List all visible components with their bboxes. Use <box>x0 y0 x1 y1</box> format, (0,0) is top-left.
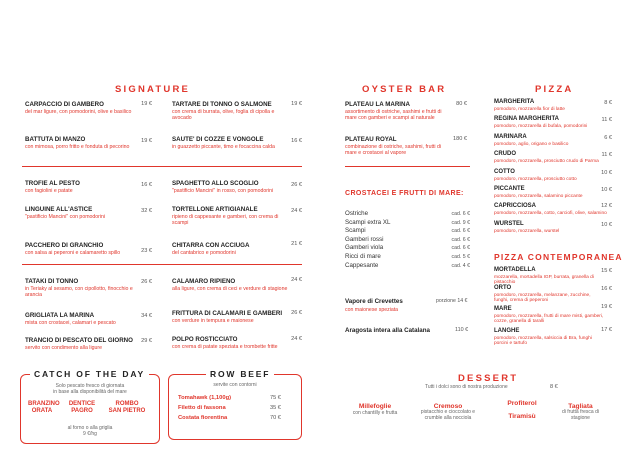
menu-item <box>172 180 292 194</box>
item-price: 10 € <box>601 170 612 176</box>
item-desc: pomodoro, mozzarella, wurstel <box>494 228 560 234</box>
divider <box>22 264 302 265</box>
item-name: LINGUINE ALL'ASTICE <box>25 206 93 213</box>
item-name: COTTO <box>494 169 515 175</box>
item-name: PICCANTE <box>494 186 525 192</box>
crudi-row <box>345 219 470 228</box>
item-name: TORTELLONE ARTIGIANALE <box>172 206 258 213</box>
vapore-desc: con maionese speziata <box>345 307 399 313</box>
dessert-item <box>497 400 547 407</box>
item-price: 16 € <box>601 286 612 292</box>
fish-name: ROMBO <box>115 401 139 407</box>
pizza-item <box>494 328 604 347</box>
item-name: TROFIE AL PESTO <box>25 180 80 187</box>
dessert-desc: con chantilly e frutta <box>352 410 398 416</box>
crudi-name: Ostriche <box>345 210 369 217</box>
beef-item-price: 70 € <box>270 415 281 421</box>
item-name: BATTUTA DI MANZO <box>25 136 86 143</box>
item-price: 26 € <box>141 279 152 285</box>
item-price: 24 € <box>291 336 302 342</box>
item-name: CAPRICCIOSA <box>494 203 537 209</box>
item-price: 6 € <box>604 135 612 141</box>
item-name: MARGHERITA <box>494 99 535 105</box>
item-name: CHITARRA CON ACCIUGA <box>172 242 250 249</box>
pizza-item <box>494 151 604 164</box>
crudi-row <box>345 210 470 219</box>
dessert-item <box>413 403 483 422</box>
item-desc: pomodoro, mozzarella fior di latte <box>494 106 565 112</box>
item-price: 21 € <box>291 241 302 247</box>
item-desc: pomodoro, mozzarella, prosciutto crudo di Parma <box>494 158 599 164</box>
item-price: 11 € <box>601 152 612 158</box>
item-name: FRITTURA DI CALAMARI E GAMBERI <box>172 310 283 317</box>
item-name: TRANCIO DI PESCATO DEL GIORNO <box>25 337 133 344</box>
crudi-row <box>345 236 470 245</box>
item-name: CARPACCIO DI GAMBERO <box>25 101 104 108</box>
fish-name: ORATA <box>31 408 53 414</box>
fish-name: DENTICE <box>68 401 96 407</box>
dessert-subtitle: Tutti i dolci sono di nostra produzione <box>425 384 508 390</box>
signature-title: SIGNATURE <box>115 84 191 95</box>
menu-item <box>25 101 140 115</box>
menu-item <box>25 242 140 256</box>
vapore-price: porzione 14 € <box>436 298 468 304</box>
pizza-item <box>494 134 604 147</box>
item-desc: pomodoro, mozzarella, prosciutto cotto <box>494 176 577 182</box>
pizza-item <box>494 186 604 199</box>
crudi-price: cad. 6 € <box>451 211 470 217</box>
crudi-name: Gamberi rossi <box>345 235 384 243</box>
item-name: SPAGHETTO ALLO SCOGLIO <box>172 180 259 187</box>
menu-item <box>172 310 292 324</box>
item-desc: alla ligure, con crema di ceci e verdure di stagione <box>172 285 288 292</box>
fish-name: SAN PIETRO <box>108 408 146 414</box>
item-name: MARE <box>494 306 512 312</box>
item-name: PLATEAU LA MARINA <box>345 101 410 108</box>
item-desc: con fagiolini e patate <box>25 187 73 194</box>
divider <box>22 166 302 167</box>
item-desc: servito con condimento alla ligure <box>25 344 102 351</box>
item-name: SAUTE' DI COZZE E VONGOLE <box>172 136 264 143</box>
dessert-name: Cremoso <box>433 403 463 410</box>
item-price: 12 € <box>601 203 612 209</box>
item-price: 26 € <box>291 310 302 316</box>
crudi-name: Ricci di mare <box>345 252 381 260</box>
item-price: 16 € <box>291 138 302 144</box>
item-name: CALAMARO RIPIENO <box>172 278 236 285</box>
item-name: WURSTEL <box>494 221 524 227</box>
item-price: 17 € <box>601 327 612 333</box>
pizza-item <box>494 267 604 286</box>
menu-item <box>25 136 140 150</box>
item-price: 80 € <box>456 101 467 107</box>
item-price: 24 € <box>291 208 302 214</box>
menu-item <box>172 242 292 256</box>
fish-name: BRANZINO <box>28 401 60 407</box>
pizza-item <box>494 99 604 112</box>
dessert-desc: pistacchio e cioccolato e crumble alla nocciola <box>420 409 476 421</box>
menu-item <box>172 206 292 226</box>
menu-item <box>172 136 292 150</box>
item-price: 15 € <box>601 268 612 274</box>
item-desc: ripieno di cappesante e gamberi, con crema di scampi <box>172 213 279 226</box>
aragosta-price: 110 € <box>455 327 469 333</box>
catch-footer-2: 9 €/hg <box>83 431 97 437</box>
beef-item-price: 75 € <box>270 395 281 401</box>
menu-item <box>25 206 140 220</box>
item-price: 19 € <box>141 101 152 107</box>
oyster-title: OYSTER BAR <box>362 84 447 95</box>
fish-name: PAGRO <box>71 408 93 414</box>
dessert-item <box>497 413 547 420</box>
dessert-desc: di frutta fresca di stagione <box>562 409 599 421</box>
item-desc: con salsa ai peperoni e calamaretto spillo <box>25 249 121 256</box>
item-desc: pomodoro, mozzarella, frutti di mare misti, gamberi, cozze, granella di taralli <box>494 313 604 325</box>
item-price: 10 € <box>601 222 612 228</box>
item-desc: pomodoro, mozzarella, salsiccia di Bra, funghi porcini e tartufo <box>494 335 592 347</box>
item-price: 8 € <box>604 100 612 106</box>
divider <box>345 166 470 167</box>
item-name: MARINARA <box>494 134 527 140</box>
pizza-item <box>494 306 604 325</box>
pizza-item <box>494 221 604 234</box>
item-desc: pomodoro, aglio, origano e basilico <box>494 141 569 147</box>
menu-item <box>172 278 292 292</box>
item-name: PACCHERO DI GRANCHIO <box>25 242 104 249</box>
pizza-title: PIZZA <box>535 84 574 95</box>
item-desc: assortimento di ostriche, sashimi e frutti di mare con gamberi e scampi al naturale <box>345 108 442 121</box>
item-desc: del mar ligure, con pomodorini, olive e basilico <box>25 108 132 115</box>
menu-item <box>172 336 292 350</box>
dessert-title: DESSERT <box>458 373 519 384</box>
crudi-name: Gamberi viola <box>345 244 384 252</box>
item-desc: pomodoro, mozzarella, melanzane, zucchine, funghi, crema di peperoni <box>494 292 591 304</box>
pizza-item <box>494 203 614 216</box>
dessert-name: Millefoglie <box>358 403 392 410</box>
vapore-name: Vapore di Crevettes <box>345 298 403 305</box>
item-desc: combinazione di ostriche, sashimi, frutti di mare e crostacei al vapore <box>345 143 442 156</box>
dessert-name: Profiterol <box>507 400 537 407</box>
crudi-row <box>345 244 470 253</box>
dessert-item <box>558 403 603 422</box>
menu-item <box>25 180 140 194</box>
item-name: PLATEAU ROYAL <box>345 136 397 143</box>
item-name: TATAKI DI TONNO <box>25 278 79 285</box>
crudi-name: Scampi <box>345 227 366 235</box>
dessert-item <box>350 403 400 416</box>
crudi-row <box>345 227 470 236</box>
item-name: GRIGLIATA LA MARINA <box>25 312 95 319</box>
item-desc: "pastificio Mancini" con pomodorini <box>25 213 106 220</box>
crudi-price: cad. 6 € <box>451 245 470 252</box>
item-desc: mista con crostacei, calamari e pescato <box>25 319 116 326</box>
beef-item-name: Filetto di fassona <box>178 405 226 411</box>
aragosta-name: Aragosta intera alla Catalana <box>345 327 430 334</box>
item-price: 10 € <box>601 187 612 193</box>
item-price: 29 € <box>141 338 152 344</box>
item-name: POLPO ROSTICCIATO <box>172 336 238 343</box>
crudi-price: cad. 5 € <box>451 253 470 260</box>
menu-item <box>345 101 450 121</box>
item-name: MORTADELLA <box>494 267 536 273</box>
crudi-row <box>345 253 470 262</box>
crudi-row <box>345 262 470 271</box>
menu-item <box>25 337 140 351</box>
item-price: 34 € <box>141 313 152 319</box>
item-name: TARTARE DI TONNO O SALMONE <box>172 101 272 108</box>
item-desc: in guazzetto piccante, timo e focaccina calda <box>172 143 275 150</box>
catch-fish-2 <box>67 401 97 415</box>
item-price: 24 € <box>291 277 302 283</box>
dessert-name: Tagliata <box>568 403 593 410</box>
dessert-name: Tiramisù <box>508 413 536 420</box>
catch-fish-1 <box>28 401 60 415</box>
crudi-title: CROSTACEI E FRUTTI DI MARE: <box>345 190 464 197</box>
catch-fish-3 <box>104 401 150 415</box>
item-name: LANGHE <box>494 328 520 334</box>
catch-footer-1: al forno o alla griglia <box>67 425 113 431</box>
menu-item <box>345 136 450 156</box>
item-desc: del cantabrico e pomodorini <box>172 249 236 256</box>
menu-item <box>25 312 140 326</box>
crudi-name: Scampi extra XL <box>345 218 391 226</box>
item-price: 19 € <box>141 138 152 144</box>
item-name: CRUDO <box>494 151 516 157</box>
item-desc: pomodoro, mozzarella, salamino piccante <box>494 193 583 199</box>
item-desc: mozzarella, mortadella IGP, burrata, granella di pistacchio <box>494 274 594 286</box>
item-price: 11 € <box>601 117 612 123</box>
pizza-item <box>494 116 604 129</box>
item-price: 26 € <box>291 182 302 188</box>
item-price: 180 € <box>453 136 467 142</box>
crudi-price: cad. 6 € <box>451 236 470 243</box>
item-desc: con verdure in tempura e maionese <box>172 317 254 324</box>
contemp-title: PIZZA CONTEMPORANEA <box>494 252 623 262</box>
menu-item <box>25 278 140 298</box>
item-price: 19 € <box>291 101 302 107</box>
item-name: ORTO <box>494 285 512 291</box>
pizza-item <box>494 169 604 182</box>
item-desc: pomodoro, mozzarella di bufala, pomodorini <box>494 123 588 129</box>
beef-subtitle: servite con contorni <box>213 382 257 388</box>
item-desc: con crema di patate speziata e trombette fritte <box>172 343 278 350</box>
crudi-list <box>345 210 470 270</box>
beef-item-price: 35 € <box>270 405 281 411</box>
catch-subtitle-1: Solo pescato fresco di giornata <box>55 383 125 389</box>
crudi-name: Cappesante <box>345 261 379 269</box>
item-price: 16 € <box>141 182 152 188</box>
item-price: 23 € <box>141 248 152 254</box>
item-desc: in Teriaky al sesamo, con cipollotto, finocchio e arancia <box>25 285 133 298</box>
item-price: 32 € <box>141 208 152 214</box>
item-desc: con mimosa, porro fritto e fonduta di pecorino <box>25 143 130 150</box>
item-name: REGINA MARGHERITA <box>494 116 559 122</box>
item-desc: con crema di burrata, olive, foglia di cipolla e avocado <box>172 108 275 121</box>
item-price: 19 € <box>601 304 612 310</box>
pizza-item <box>494 285 604 304</box>
menu-item <box>172 101 292 121</box>
beef-item-name: Tomahawk (1,100g) <box>178 395 232 401</box>
catch-title: CATCH OF THE DAY <box>30 369 149 379</box>
item-desc: pomodoro, mozzarella, cotto, carciofi, olive, salamino <box>494 210 607 216</box>
crudi-price: cad. 4 € <box>451 262 470 269</box>
crudi-price: cad. 6 € <box>451 228 470 235</box>
crudi-price: cad. 9 € <box>451 219 470 226</box>
beef-item-name: Costata fiorentina <box>178 415 228 421</box>
beef-title: ROW BEEF <box>206 369 274 379</box>
dessert-price: 8 € <box>550 384 558 390</box>
item-desc: "pastificio Mancini" in rosso, con pomodorini <box>172 187 274 194</box>
catch-subtitle-2: in base alla disponibilità del mare <box>53 389 127 395</box>
